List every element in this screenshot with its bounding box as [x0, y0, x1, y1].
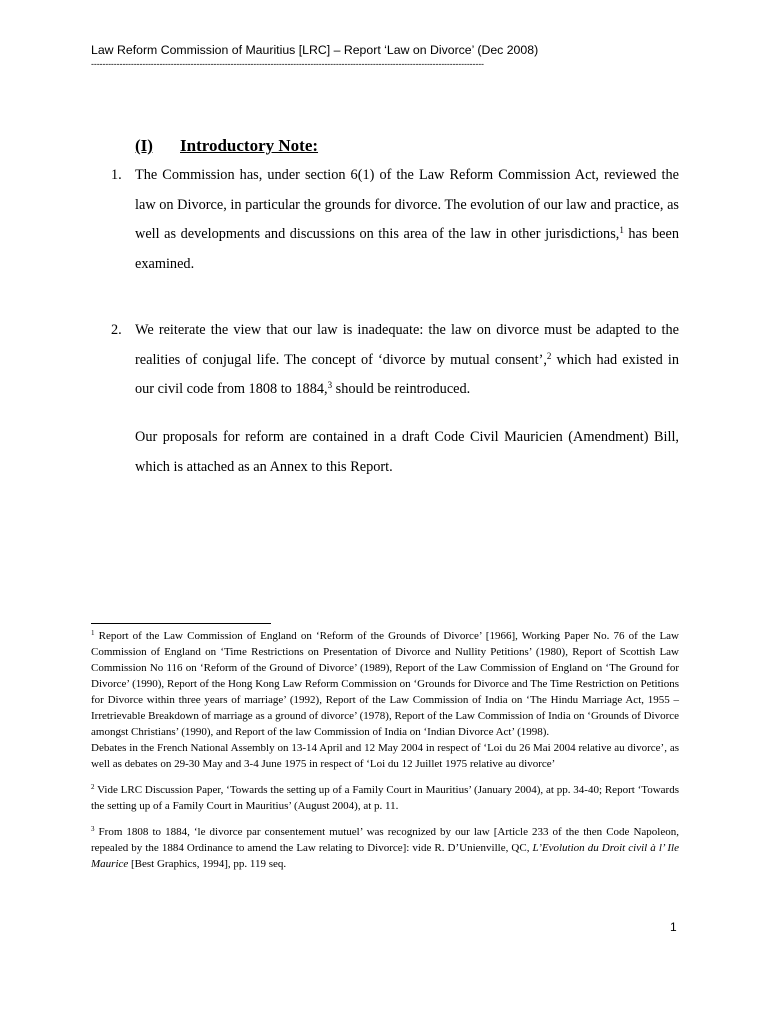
- footnote-3-mark: 3: [91, 825, 95, 833]
- footnote-ref-1[interactable]: 1: [619, 225, 624, 235]
- paragraph-2-text-a: We reiterate the view that our law is inadequate: the law on divorce must be adapted to the realities of conjugal life. The concept of ‘divorce by mutual consent’,: [135, 322, 679, 368]
- list-marker-2: 2.: [111, 322, 122, 338]
- section-title: Introductory Note:: [180, 136, 319, 155]
- paragraph-1-text-a: The Commission has, under section 6(1) of the Law Reform Commission Act, reviewed the law on Divorce, in particular the grounds for divorce. The evolution of our law and practice, as well as developments and discussions on this area of the law in other jurisdictions,: [135, 167, 679, 242]
- footnote-1-text: Report of the Law Commission of England on ‘Reform of the Grounds of Divorce’ [1966], Working Paper No. 76 of the Law Commission of England on ‘Time Restrictions on Presentation of Divorce and Nullity Petitions’ (1980), Report of Scottish Law Commission No 116 on ‘Reform of the Ground of Divorce’ (1989), Report of the Law Commission of England on ‘The Ground for Divorce’ (1990), Report of the Hong Kong Law Reform Commission on ‘Grounds for Divorce and The Time Restriction on Petitions for Divorce within three years of marriage’ (1992), Report of the Law Commission of India on ‘The Hindu Marriage Act, 1955 – Irretrievable Breakdown of marriage as a ground of divorce’ (1978), Report of the Law Commission of India on ‘Grounds of Divorce amongst Christians’ (1990), and Report of the law Commission of India on ‘Indian Divorce Act’ (1998).: [91, 630, 679, 738]
- footnote-3-text-b: [Best Graphics, 1994], pp. 119 seq.: [128, 858, 287, 870]
- footnote-separator: [91, 623, 271, 624]
- footnote-2-text: Vide LRC Discussion Paper, ‘Towards the setting up of a Family Court in Mauritius’ (January 2004), at pp. 34-40; Report ‘Towards the setting up of a Family Court in Mauritius’ (August 2004), at p. 11.: [91, 784, 679, 812]
- paragraph-3: [135, 423, 679, 482]
- page-number: 1: [670, 920, 677, 934]
- paragraph-1-text-b: has been examined.: [135, 226, 679, 272]
- paragraph-1: [111, 161, 679, 279]
- footnote-ref-2[interactable]: 2: [546, 350, 552, 361]
- paragraph-2-text: [135, 316, 679, 405]
- footnote-2: [91, 782, 679, 814]
- footnotes: [91, 628, 679, 872]
- list-marker-1: 1.: [111, 167, 122, 183]
- footnote-1-mark: 1: [91, 629, 95, 637]
- paragraph-2-text-b: which had existed in our civil code from 1808 to 1884,: [135, 351, 679, 397]
- footnote-2-mark: 2: [91, 783, 95, 791]
- footnote-3-book-title: L’Evolution du Droit civil à l’ Ile Maurice: [91, 842, 679, 870]
- paragraph-3-text: Our proposals for reform are contained in a draft Code Civil Mauricien (Amendment) Bill, which is attached as an Annex to this Report.: [135, 429, 679, 475]
- paragraph-2: [111, 316, 679, 405]
- running-header: Law Reform Commission of Mauritius [LRC] – Report ‘Law on Divorce’ (Dec 2008): [91, 43, 539, 57]
- footnote-1: [91, 628, 679, 740]
- footnote-ref-3[interactable]: 3: [327, 380, 333, 390]
- footnote-1-debates: Debates in the French National Assembly on 13-14 April and 12 May 2004 in respect of ‘Loi du 26 Mai 2004 relative au divorce’, as well as debates on 29-30 May and 3-4 June 1975 in respect of ‘Loi du 12 Juillet 1975 relative au divorce’: [91, 742, 679, 770]
- paragraph-2-text-c: should be reintroduced.: [332, 381, 471, 397]
- footnote-3-text-a: From 1808 to 1884, ‘le divorce par consentement mutuel’ was recognized by our law [Article 233 of the then Code Napoleon, repealed by the 1884 Ordinance to amend the Law relating to Divorce]: vide R. D’Unienville, QC,: [91, 826, 679, 854]
- section-number: (I): [135, 136, 153, 155]
- paragraph-1-text: [135, 161, 679, 279]
- footnote-3: [91, 824, 679, 872]
- header-dashed-rule: ------------------------------------------------------------------------------------------------------------------------------------------: [91, 59, 484, 69]
